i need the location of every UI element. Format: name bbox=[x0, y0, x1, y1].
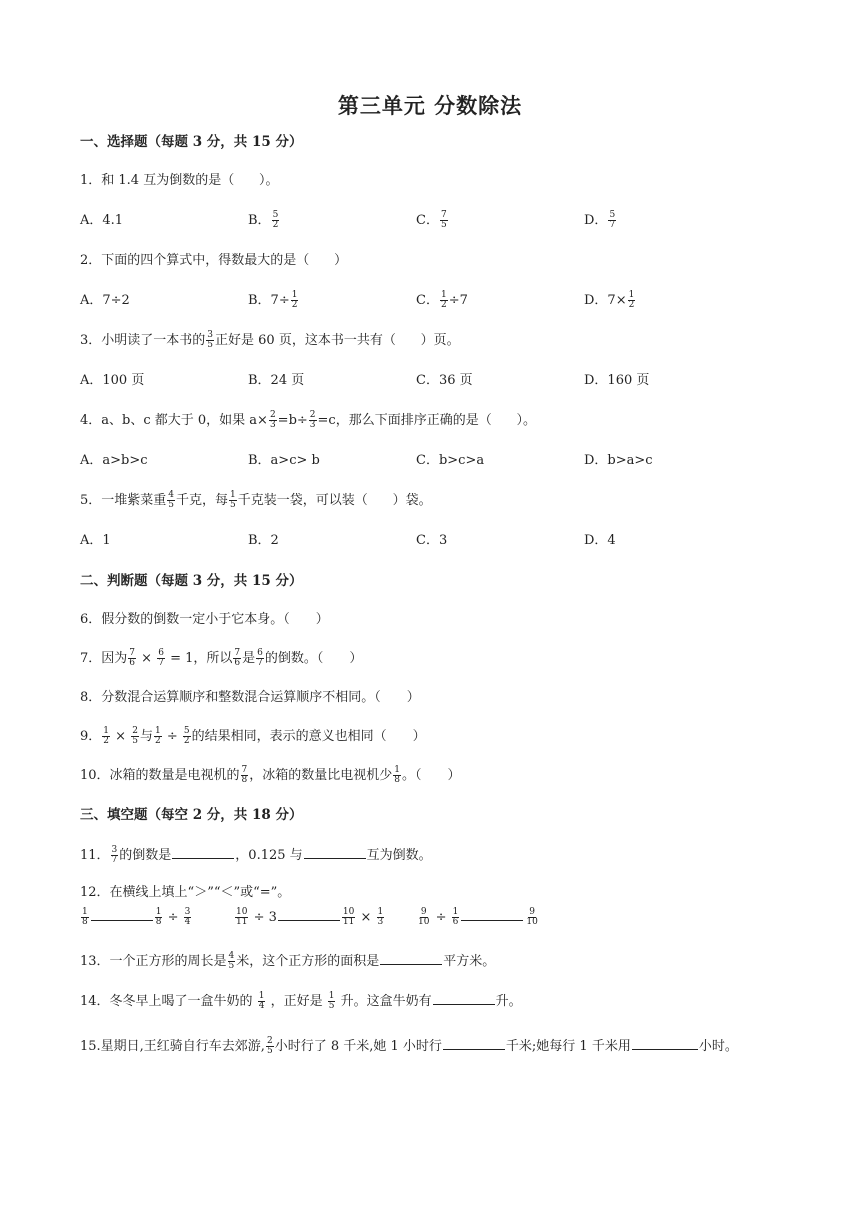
answer-blank[interactable] bbox=[433, 990, 495, 1005]
comparison-3: $\frac{9}{10}$ ÷ $\frac{1}{6}$ $\frac{9}{10}$ bbox=[418, 907, 538, 927]
question-4: 4．a、b、c 都大于 0，如果 a× $\frac{2}{3}$ =b÷ $\frac{2}{3}$ =c，那么下面排序正确的是（ ）。 bbox=[80, 410, 537, 430]
option-d[interactable]: D． $\frac{5}{7}$ bbox=[584, 210, 616, 230]
question-15: 15.星期日,王红骑自行车去郊游, $\frac{2}{5}$ 小时行了 8 千米,她 1 小时行 千米;她每行 1 千米用 小时。 bbox=[80, 1036, 738, 1056]
answer-blank[interactable] bbox=[632, 1035, 698, 1050]
option-a[interactable]: A．1 bbox=[80, 533, 111, 548]
question-2-options bbox=[80, 290, 780, 312]
comparison-row bbox=[80, 903, 780, 931]
answer-blank[interactable] bbox=[91, 906, 153, 921]
answer-blank[interactable] bbox=[172, 844, 234, 859]
section-2-heading: 二、判断题（每题 3 分，共 15 分） bbox=[80, 573, 303, 589]
question-4-options bbox=[80, 450, 780, 472]
option-d[interactable]: D．b>a>c bbox=[584, 453, 653, 468]
question-5: 5．一堆紫菜重 $\frac{4}{5}$ 千克，每 $\frac{1}{5}$ 千克装一袋，可以装（ ）袋。 bbox=[80, 490, 432, 510]
answer-blank[interactable] bbox=[380, 950, 442, 965]
question-11: 11． $\frac{3}{7}$ 的倒数是 ，0.125 与 互为倒数。 bbox=[80, 845, 432, 865]
answer-blank[interactable] bbox=[461, 906, 523, 921]
question-1: 1．和 1.4 互为倒数的是（ ）。 bbox=[80, 173, 279, 188]
question-7: 7．因为 $\frac{7}{6}$ × $\frac{6}{7}$ = 1，所以 $\frac{7}{6}$ 是 $\frac{6}{7}$ 的倒数。（ ） bbox=[80, 648, 363, 668]
section-3-heading: 三、填空题（每空 2 分，共 18 分） bbox=[80, 807, 303, 823]
question-13: 13．一个正方形的周长是 $\frac{4}{5}$ 米，这个正方形的面积是 平方米。 bbox=[80, 951, 496, 971]
section-1-heading: 一、选择题（每题 3 分，共 15 分） bbox=[80, 134, 303, 150]
option-c[interactable]: C．36 页 bbox=[416, 373, 473, 388]
option-b[interactable]: B．24 页 bbox=[248, 373, 305, 388]
option-b[interactable]: B．2 bbox=[248, 533, 279, 548]
answer-blank[interactable] bbox=[443, 1035, 505, 1050]
question-12: 12．在横线上填上“＞”“＜”或“=”。 bbox=[80, 885, 291, 900]
question-2: 2．下面的四个算式中，得数最大的是（ ） bbox=[80, 253, 348, 268]
page-title: 第三单元 分数除法 bbox=[337, 93, 523, 118]
question-10: 10．冰箱的数量是电视机的 $\frac{7}{8}$ ，冰箱的数量比电视机少 $\frac{1}{8}$ 。（ ） bbox=[80, 765, 461, 785]
question-3-options bbox=[80, 370, 780, 392]
comparison-2: $\frac{10}{11}$ ÷ 3 $\frac{10}{11}$ × $\frac{1}{3}$ bbox=[236, 907, 384, 927]
option-c[interactable]: C． $\frac{7}{5}$ bbox=[416, 210, 447, 230]
question-3: 3．小明读了一本书的 $\frac{3}{5}$ 正好是 60 页，这本书一共有（ ）页。 bbox=[80, 330, 460, 350]
question-5-options bbox=[80, 530, 780, 552]
question-8: 8．分数混合运算顺序和整数混合运算顺序不相同。（ ） bbox=[80, 690, 420, 705]
option-b[interactable]: B．a>c> b bbox=[248, 453, 320, 468]
answer-blank[interactable] bbox=[304, 844, 366, 859]
option-a[interactable]: A．7÷2 bbox=[80, 293, 130, 308]
comparison-1: $\frac{1}{8}$ $\frac{1}{8}$ ÷ $\frac{3}{4}$ bbox=[82, 907, 191, 927]
option-d[interactable]: D．160 页 bbox=[584, 373, 650, 388]
question-9: 9． $\frac{1}{2}$ × $\frac{2}{5}$ 与 $\frac{1}{2}$ ÷ $\frac{5}{2}$ 的结果相同，表示的意义也相同（ ） bbox=[80, 726, 426, 746]
option-b[interactable]: B． $\frac{5}{2}$ bbox=[248, 210, 279, 230]
option-c[interactable]: C．3 bbox=[416, 533, 448, 548]
option-a[interactable]: A．4.1 bbox=[80, 213, 124, 228]
option-d[interactable]: D．7× $\frac{1}{2}$ bbox=[584, 290, 635, 310]
question-1-options bbox=[80, 210, 780, 232]
option-b[interactable]: B．7÷ $\frac{1}{2}$ bbox=[248, 290, 298, 310]
question-14: 14．冬冬早上喝了一盒牛奶的 $\frac{1}{4}$ ，正好是 $\frac{1}{5}$ 升。这盒牛奶有 升。 bbox=[80, 991, 522, 1011]
option-d[interactable]: D．4 bbox=[584, 533, 616, 548]
option-a[interactable]: A．100 页 bbox=[80, 373, 145, 388]
option-a[interactable]: A．a>b>c bbox=[80, 453, 148, 468]
option-c[interactable]: C．b>c>a bbox=[416, 453, 485, 468]
answer-blank[interactable] bbox=[278, 906, 340, 921]
option-c[interactable]: C． $\frac{1}{2}$ ÷7 bbox=[416, 290, 468, 310]
question-6: 6．假分数的倒数一定小于它本身。（ ） bbox=[80, 612, 329, 627]
